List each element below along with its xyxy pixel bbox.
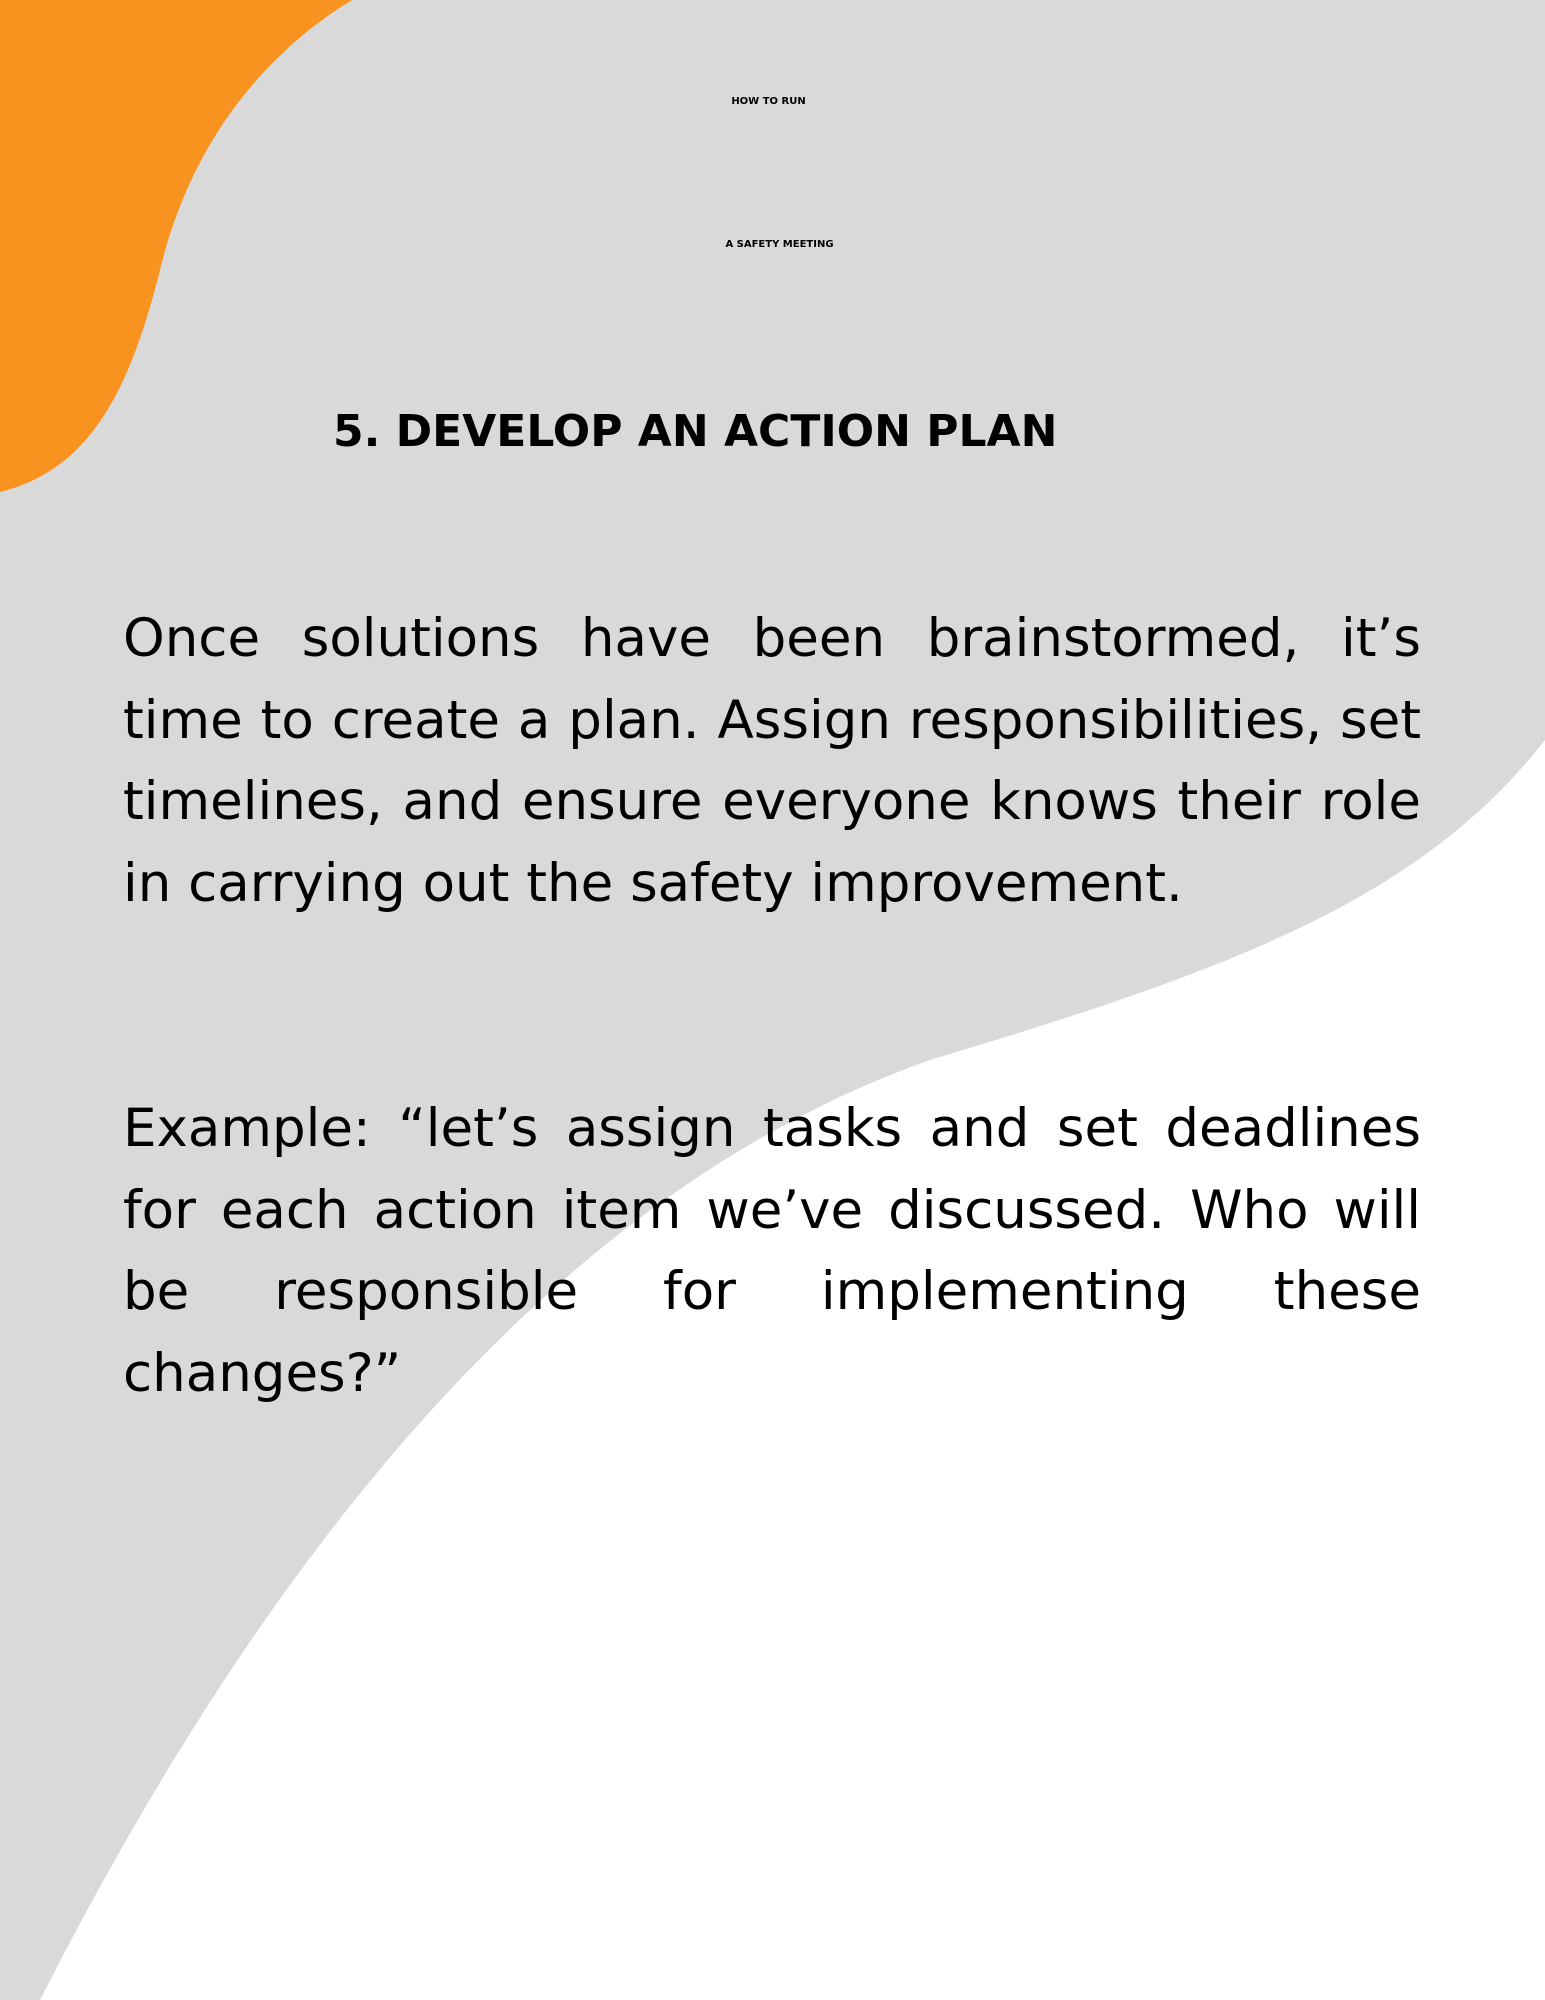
body-paragraph-example: Example: “let’s assign tasks and set deadlines for each action item we’ve discussed. Who will be responsible for implementing these changes?” [123,1098,1421,1404]
body-paragraph-1: Once solutions have been brainstormed, it’s time to create a plan. Assign responsibilities, set timelines, and ensure everyone knows their role in carrying out the safety improvement. [123,608,1421,914]
page-title-line-1: HOW TO RUN [731,96,806,107]
section-subtitle: 5. DEVELOP AN ACTION PLAN [333,406,1058,457]
page-title-line-2: A SAFETY MEETING [725,239,834,250]
